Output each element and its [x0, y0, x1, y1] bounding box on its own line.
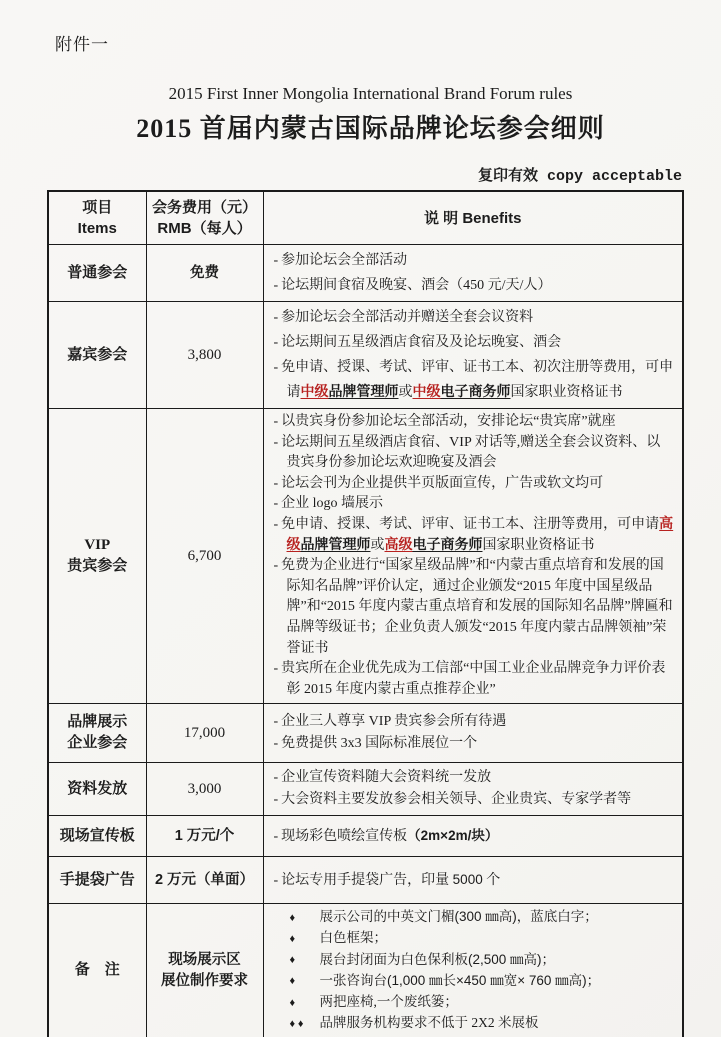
cell-line: 17,000 — [183, 724, 226, 741]
cell-line: RMB（每人） — [157, 220, 252, 237]
dash-marker: - — [273, 873, 279, 889]
cell-line: 企业参会 — [67, 735, 128, 752]
benefit-text: 电子商务师 — [440, 385, 511, 400]
diamond-bullet-marker: ♦ — [289, 996, 296, 1009]
benefit-text: (1,000 ㎜长×450 ㎜宽× 760 ㎜高) — [387, 972, 587, 988]
cell-line: 6,700 — [187, 547, 222, 564]
benefit-line — [274, 867, 675, 893]
benefit-line — [274, 273, 675, 298]
benefit-text: 展示公司的中英文门楣 — [319, 909, 455, 925]
benefit-text: 论坛会刊为企业提供半页版面宣传，广告或软文均可 — [281, 475, 604, 491]
dash-marker: - — [273, 360, 279, 375]
benefit-line — [274, 248, 675, 273]
dash-marker: - — [273, 770, 279, 786]
fee-cell — [146, 409, 263, 704]
benefit-text: 一张咨询台 — [319, 972, 387, 988]
benefit-text: (2,500 ㎜高) — [468, 951, 542, 967]
benefit-line — [274, 907, 675, 928]
benefits-cell — [263, 904, 683, 1037]
benefit-text: 企业宣传资料随大会资料统一发放 — [281, 770, 492, 786]
benefit-text: 品牌管理师 — [328, 385, 399, 400]
table-header-row — [48, 191, 683, 245]
benefit-line — [274, 928, 675, 949]
benefit-text: 论坛期间五星级酒店食宿、VIP 对话等,赠送全套会议资料、以贵宾身份参加论坛欢迎晚宴及酒会 — [281, 434, 661, 471]
copy-notice: 复印有效 copy acceptable — [477, 168, 682, 185]
table-row — [48, 704, 683, 763]
benefit-text: 或 — [370, 537, 385, 553]
item-cell — [48, 302, 146, 409]
benefit-text: 品牌管理师 — [300, 537, 371, 553]
benefit-text: 中级 — [300, 385, 329, 400]
benefit-text: 免费为企业进行“国家星级品牌”和“内蒙古重点培育和发展的国际知名品牌”评价认定，通过企业颁发“2015 年度中国星级品牌”和“2015 年度内蒙古重点培育和发展的国际知名品牌”牌匾和品牌等级证书；企业负责人颁发“2015 年度内蒙古品牌领袖”荣誉证书 — [281, 558, 673, 656]
table-row — [48, 409, 683, 704]
item-cell — [48, 763, 146, 816]
benefits-cell — [263, 704, 683, 763]
benefit-text: 以贵宾身份参加论坛全部活动，安排论坛“贵宾席”就座 — [281, 414, 616, 429]
dash-marker: - — [273, 475, 279, 491]
benefit-line — [274, 355, 675, 405]
benefit-text: 企业三人尊享 VIP 贵宾参会所有待遇 — [281, 714, 507, 730]
cell-line: 展位制作要求 — [161, 972, 248, 989]
cell-line: 备 注 — [74, 962, 120, 979]
page-title: 2015 首届内蒙古国际品牌论坛参会细则 — [136, 114, 605, 143]
benefit-line — [274, 1013, 675, 1034]
table-row — [48, 857, 683, 904]
benefits-cell — [263, 302, 683, 409]
cell-line: 项目 — [82, 199, 113, 216]
benefit-text: 论坛专用手提袋广告，印量 — [281, 873, 453, 889]
dash-marker: - — [273, 516, 279, 532]
table-row — [48, 302, 683, 409]
fee-cell — [146, 904, 263, 1037]
dash-marker: - — [273, 558, 279, 574]
table-row — [48, 904, 683, 1037]
cell-line: 现场宣传板 — [59, 827, 135, 844]
benefit-line — [274, 494, 675, 515]
item-cell — [48, 704, 146, 763]
benefit-line — [274, 412, 675, 433]
benefit-text: 或 — [398, 385, 413, 400]
benefit-text: 贵宾所在企业优先成为工信部“中国工业企业品牌竞争力评价表彰 2015 年度内蒙古重点推荐企业” — [281, 661, 666, 697]
cell-line: 2 万元（单面） — [154, 871, 255, 888]
cell-line: 品牌展示 — [67, 714, 128, 731]
dash-marker: - — [273, 661, 279, 677]
cell-line: 1 万元/个 — [174, 827, 235, 844]
benefit-line — [274, 433, 675, 474]
benefit-text: 国家职业资格证书 — [510, 385, 623, 400]
diamond-bullet-marker: ♦ — [289, 933, 296, 946]
fee-cell — [146, 245, 263, 302]
attachment-label: 附件一 — [55, 35, 109, 54]
item-cell — [48, 409, 146, 704]
dash-marker: - — [273, 792, 279, 808]
benefit-line — [274, 733, 675, 755]
benefit-text: 论坛期间五星级酒店食宿及及论坛晚宴、酒会 — [281, 335, 562, 350]
benefit-line — [274, 659, 675, 700]
cell-line: 贵宾参会 — [67, 558, 128, 575]
benefit-text: （2m×2m/块） — [407, 828, 499, 844]
benefit-text: 两把座椅,一个废纸篓； — [319, 993, 458, 1009]
table-row — [48, 816, 683, 857]
benefit-line — [274, 767, 675, 789]
benefit-line — [274, 971, 675, 992]
benefit-text: 中级 — [412, 385, 441, 400]
benefit-line — [274, 823, 675, 849]
dash-marker: - — [273, 310, 279, 325]
benefit-text: 5000 — [452, 872, 483, 888]
benefit-text: 论坛期间食宿及晚宴、酒会（450 元/天/人） — [281, 278, 552, 293]
benefit-text: ； — [541, 951, 556, 967]
dash-marker: - — [273, 434, 279, 450]
fee-cell — [146, 857, 263, 904]
benefits-cell — [263, 409, 683, 704]
benefit-text: ； — [586, 972, 601, 988]
benefit-line — [274, 950, 675, 971]
table-row — [48, 763, 683, 816]
benefit-text: 免申请、授课、考试、评审、证书工本、初次注册等费用，可申请 — [281, 360, 674, 400]
fee-cell — [146, 763, 263, 816]
dash-marker: - — [273, 253, 279, 268]
cell-line: 3,800 — [187, 346, 222, 363]
cell-line: 免费 — [190, 264, 219, 281]
cell-line: 3,000 — [187, 780, 222, 797]
dash-marker: - — [273, 335, 279, 350]
diamond-bullet-marker: ♦ ♦ — [289, 1017, 304, 1030]
cell-line: Items — [77, 220, 117, 237]
column-header-benefits: 说 明 Benefits — [263, 191, 683, 245]
benefit-text: 现场彩色喷绘宣传板 — [281, 829, 408, 845]
benefit-line — [274, 711, 675, 733]
benefit-line — [274, 992, 675, 1013]
cell-line: 手提袋广告 — [59, 871, 135, 888]
dash-marker: - — [273, 414, 279, 429]
cell-line: 会务费用（元） — [151, 199, 257, 216]
benefit-text: 企业 logo 墙展示 — [281, 496, 384, 512]
benefit-text: 参加论坛会全部活动并赠送全套会议资料 — [281, 310, 534, 325]
dash-marker: - — [273, 714, 279, 730]
cell-line: 资料发放 — [67, 780, 128, 797]
title-english: 2015 First Inner Mongolia International Brand Forum rules — [168, 84, 573, 103]
cell-line: 普通参会 — [67, 264, 128, 281]
benefit-line — [274, 556, 675, 659]
benefits-cell — [263, 245, 683, 302]
diamond-bullet-marker: ♦ — [289, 975, 296, 988]
benefit-text: ，蓝底白字； — [516, 909, 598, 925]
benefit-line — [274, 330, 675, 355]
benefits-cell — [263, 763, 683, 816]
benefit-text: 参加论坛会全部活动 — [281, 253, 408, 268]
cell-line: VIP — [84, 537, 111, 554]
fee-cell — [146, 302, 263, 409]
fees-table — [47, 190, 684, 1037]
fee-cell — [146, 816, 263, 857]
dash-marker: - — [273, 496, 279, 512]
benefit-line — [274, 789, 675, 811]
cell-line: 嘉宾参会 — [67, 346, 128, 363]
fee-cell — [146, 704, 263, 763]
benefit-text: 大会资料主要发放参会相关领导、企业贵宾、专家学者等 — [281, 792, 632, 808]
benefit-text: 国家职业资格证书 — [482, 537, 595, 553]
dash-marker: - — [273, 278, 279, 293]
benefit-text: (300 ㎜高) — [454, 909, 517, 925]
benefits-cell — [263, 816, 683, 857]
benefit-text: 个 — [482, 873, 501, 889]
benefits-cell — [263, 857, 683, 904]
benefit-line — [274, 474, 675, 495]
cell-line: 现场展示区 — [168, 951, 241, 968]
benefit-text: 高级 — [384, 537, 413, 553]
table-row — [48, 245, 683, 302]
dash-marker: - — [273, 829, 279, 845]
dash-marker: - — [273, 736, 279, 752]
column-header-items — [48, 191, 146, 245]
item-cell — [48, 904, 146, 1037]
diamond-bullet-marker: ♦ — [289, 954, 296, 967]
benefit-text: 白色框架； — [319, 930, 387, 946]
benefit-text: 电子商务师 — [412, 537, 483, 553]
diamond-bullet-marker: ♦ — [289, 911, 296, 924]
benefit-text: 免费提供 3x3 国际标准展位一个 — [281, 736, 478, 752]
item-cell — [48, 857, 146, 904]
benefit-text: 展台封闭面为白色保利板 — [319, 951, 468, 967]
benefit-text: 免申请、授课、考试、评审、证书工本、注册等费用，可申请 — [281, 516, 660, 532]
column-header-fee — [146, 191, 263, 245]
item-cell — [48, 245, 146, 302]
benefit-text: 高级 — [286, 516, 674, 553]
benefit-line — [274, 305, 675, 330]
benefit-line — [274, 515, 675, 556]
benefit-text: 品牌服务机构要求不低于 2X2 米展板 — [319, 1015, 539, 1031]
item-cell — [48, 816, 146, 857]
